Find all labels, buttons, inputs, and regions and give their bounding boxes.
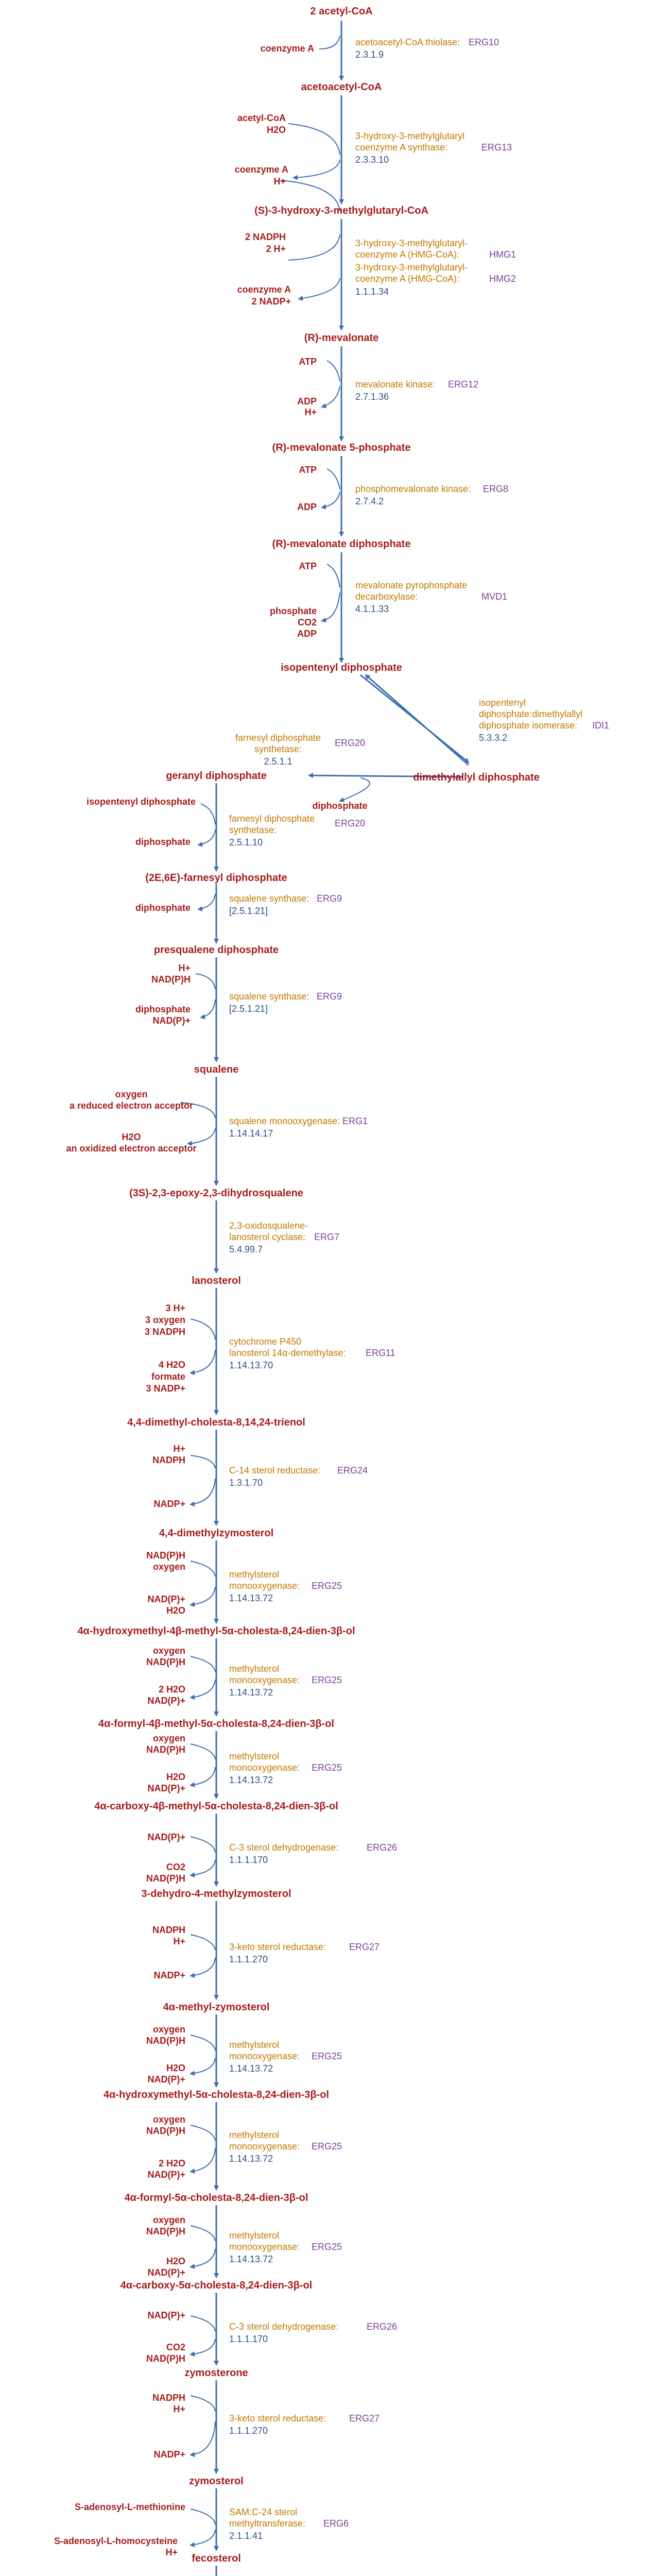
side-diphosphate: diphosphate	[312, 801, 368, 811]
side-nadph: NAD(P)H	[151, 974, 191, 985]
side-arrow	[191, 2058, 215, 2074]
side-nadp: NADP+	[153, 2449, 185, 2460]
gene-link[interactable]: ERG27	[349, 2413, 380, 2424]
enzyme-name: diphosphate isomerase:	[479, 720, 578, 731]
gene-link[interactable]: ERG25	[312, 2141, 342, 2151]
enzyme-name: monooxygenase:	[229, 2051, 300, 2061]
gene-link[interactable]: ERG25	[312, 1762, 342, 1773]
side-arrow	[191, 2249, 215, 2267]
gene-link[interactable]: ERG10	[469, 37, 500, 47]
enzyme-name: mevalonate pyrophosphate	[355, 580, 468, 590]
compound-mevalonate-5-phosphate: (R)-mevalonate 5-phosphate	[272, 442, 411, 453]
side-nadp: NAD(P)+	[147, 1594, 185, 1604]
side-oxygen: oxygen	[115, 1089, 148, 1099]
ec-number: 1.14.13.72	[229, 1593, 273, 1603]
enzyme-name: monooxygenase:	[229, 2242, 300, 2252]
side-oxygen: oxygen	[152, 1646, 185, 1656]
compound-geranyl-diphosphate: geranyl diphosphate	[166, 770, 267, 782]
side-proton: H+	[173, 1936, 185, 1946]
side-arrow	[191, 1319, 215, 1340]
ec-number: 1.14.13.72	[229, 2063, 273, 2074]
side-nadp: NADP+	[153, 1970, 185, 1980]
side-nadph: NADPH	[152, 1455, 185, 1465]
side-nadph: NAD(P)H	[146, 1550, 185, 1561]
ec-number: 2.5.1.10	[229, 837, 263, 848]
side-arrow	[198, 894, 215, 909]
enzyme-name: cytochrome P450	[229, 1336, 302, 1347]
side-arrow	[191, 2125, 215, 2141]
enzyme-name: farnesyl diphosphate	[229, 814, 315, 824]
ec-number: 5.3.3.2	[479, 733, 508, 743]
ec-number: 1.14.13.72	[229, 1687, 273, 1698]
gene-link[interactable]: ERG20	[335, 818, 366, 828]
side-arrow	[299, 278, 340, 299]
gene-link[interactable]: ERG13	[481, 142, 512, 152]
side-nadph: NADPH	[152, 2393, 185, 2403]
side-co2: CO2	[297, 617, 317, 628]
compound-fecosterol: fecosterol	[192, 2553, 241, 2564]
side-h2o: 2 H2O	[158, 1684, 185, 1694]
side-arrow	[327, 469, 340, 489]
enzyme-name: monooxygenase:	[229, 1762, 300, 1773]
side-proton: H+	[304, 407, 317, 417]
gene-link[interactable]: ERG24	[337, 1465, 368, 1476]
enzyme-name: synthetase:	[254, 744, 302, 754]
compound-dimethyl-cholesta-trienol: 4,4-dimethyl-cholesta-8,14,24-trienol	[127, 1417, 305, 1428]
gene-link[interactable]: ERG7	[314, 1232, 340, 1242]
side-arrow	[191, 1935, 215, 1950]
side-h2o: H2O	[122, 1132, 141, 1142]
side-diphosphate: diphosphate	[135, 903, 191, 913]
side-proton: H+	[173, 1444, 185, 1454]
gene-link[interactable]: IDI1	[592, 720, 610, 731]
side-acetyl-coa: acetyl-CoA	[237, 113, 286, 123]
ec-number: 2.1.1.41	[229, 2531, 263, 2541]
side-arrow	[288, 124, 340, 155]
side-sah: S-adenosyl-L-homocysteine	[54, 2536, 178, 2546]
enzyme-name: monooxygenase:	[229, 1675, 300, 1685]
compound-acetoacetyl-coa: acetoacetyl-CoA	[301, 81, 382, 93]
ec-number: 1.14.14.17	[229, 1128, 273, 1139]
side-nadp: 3 NADP+	[146, 1383, 185, 1394]
enzyme-name: methylsterol	[229, 1751, 280, 1761]
enzyme-name: 2,3-oxidosqualene-	[229, 1221, 308, 1231]
enzyme-name: C-3 sterol dehydrogenase:	[229, 1842, 339, 1853]
enzyme-name: monooxygenase:	[229, 2141, 300, 2151]
side-adp: ADP	[297, 502, 317, 512]
side-nadph: 2 NADPH	[245, 232, 286, 242]
compound-hmg-coa: (S)-3-hydroxy-3-methylglutaryl-CoA	[254, 205, 428, 216]
side-h2o: H2O	[166, 2063, 185, 2073]
enzyme-name: methylsterol	[229, 2230, 280, 2241]
gene-link[interactable]: ERG20	[335, 738, 366, 748]
side-nadp: NAD(P)+	[147, 2310, 185, 2320]
side-arrow	[196, 974, 215, 989]
side-coenzyme-a: coenzyme A	[260, 43, 314, 54]
side-arrow	[191, 2316, 215, 2331]
ec-number: 1.1.1.270	[229, 1954, 268, 1964]
side-arrow	[191, 1455, 215, 1468]
side-arrow	[327, 564, 340, 587]
enzyme-name: squalene synthase:	[229, 991, 309, 1002]
compound-dehydro-methylzymosterol: 3-dehydro-4-methylzymosterol	[141, 1888, 291, 1900]
side-proton: H+	[178, 963, 191, 973]
compound-hydroxymethyl: 4α-hydroxymethyl-5α-cholesta-8,24-dien-3β-ol	[103, 2089, 330, 2100]
side-arrow	[201, 804, 215, 824]
side-h2o: H2O	[266, 125, 286, 135]
enzyme-name: 3-hydroxy-3-methylglutaryl-	[355, 238, 468, 248]
side-nadp: NAD(P)+	[147, 2074, 185, 2084]
side-nadp: NAD(P)+	[147, 1832, 185, 1842]
ec-number: 1.14.13.70	[229, 1360, 273, 1370]
ec-number: 2.5.1.1	[264, 756, 292, 767]
compound-dimethylallyl-diphosphate: dimethylallyl diphosphate	[413, 772, 540, 783]
side-h2o: H2O	[166, 2256, 185, 2266]
enzyme-name: coenzyme A (HMG-CoA):	[355, 274, 460, 284]
compound-acetyl-coa: 2 acetyl-CoA	[310, 6, 373, 17]
ec-number: 1.14.13.72	[229, 2154, 273, 2164]
compound-epoxysqualene: (3S)-2,3-epoxy-2,3-dihydrosqualene	[129, 1188, 303, 1199]
compound-methyl-zymosterol: 4α-methyl-zymosterol	[163, 2002, 270, 2013]
side-phosphate: phosphate	[269, 606, 317, 616]
side-arrow	[288, 234, 340, 260]
side-nadph: NAD(P)H	[146, 1873, 185, 1884]
gene-link[interactable]: ERG9	[317, 893, 342, 904]
gene-link[interactable]: ERG25	[312, 1675, 342, 1685]
side-oxygen: 3 oxygen	[145, 1315, 185, 1325]
ec-number: [2.5.1.21]	[229, 1004, 268, 1014]
side-arrow	[191, 1744, 215, 1759]
enzyme-name: mevalonate kinase:	[355, 379, 436, 389]
side-arrow	[191, 1860, 215, 1875]
side-arrow	[191, 2339, 215, 2354]
side-coenzyme-a: coenzyme A	[234, 164, 288, 175]
side-nadph: 3 NADPH	[144, 1327, 185, 1337]
side-arrow	[191, 1656, 215, 1672]
enzyme-name: 3-hydroxy-3-methylglutaryl-	[355, 262, 468, 273]
side-sam: S-adenosyl-L-methionine	[74, 2502, 185, 2512]
compound-mevalonate: (R)-mevalonate	[304, 332, 379, 344]
side-oxygen: oxygen	[152, 2024, 185, 2035]
enzyme-name: methylsterol	[229, 2130, 280, 2140]
gene-link[interactable]: ERG8	[483, 484, 509, 494]
side-nadp: NAD(P)+	[147, 2267, 185, 2278]
side-oxygen: oxygen	[152, 2114, 185, 2125]
side-co2: CO2	[166, 1862, 185, 1872]
gene-link[interactable]: ERG27	[349, 1942, 380, 1952]
side-arrow	[319, 36, 340, 49]
enzyme-name: farnesyl diphosphate	[235, 733, 321, 743]
enzyme-name: acetoacetyl-CoA thiolase:	[355, 37, 460, 47]
side-arrow	[191, 1479, 215, 1504]
side-isopentenyl-diphosphate: isopentenyl diphosphate	[86, 796, 196, 807]
enzyme-name: isopentenyl	[479, 698, 526, 708]
side-nadph: NAD(P)H	[146, 2353, 185, 2364]
side-h2o: H2O	[166, 1772, 185, 1782]
side-arrow	[191, 1680, 215, 1698]
side-oxygen: oxygen	[152, 1562, 185, 1572]
side-nadp: NAD(P)+	[147, 1696, 185, 1706]
side-h2o: H2O	[166, 1605, 185, 1616]
compound-formyl: 4α-formyl-5α-cholesta-8,24-dien-3β-ol	[124, 2192, 308, 2204]
compound-presqualene-diphosphate: presqualene diphosphate	[153, 944, 279, 956]
gene-link[interactable]: MVD1	[481, 591, 508, 602]
ec-number: 1.1.1.170	[229, 1855, 268, 1865]
ec-number: 1.1.1.170	[229, 2334, 268, 2344]
side-oxidized-electron-acceptor: an oxidized electron acceptor	[66, 1143, 197, 1154]
enzyme-name: 3-keto sterol reductase:	[229, 1942, 326, 1952]
enzyme-name: monooxygenase:	[229, 1581, 300, 1591]
compound-carboxy: 4α-carboxy-5α-cholesta-8,24-dien-3β-ol	[120, 2280, 313, 2291]
compound-farnesyl-diphosphate: (2E,6E)-farnesyl diphosphate	[145, 872, 287, 884]
side-adp: ADP	[297, 396, 317, 406]
compound-carboxy-methyl: 4α-carboxy-4β-methyl-5α-cholesta-8,24-dien-3β-ol	[94, 1801, 338, 1812]
side-proton: H+	[173, 2404, 185, 2414]
ec-number: 1.3.1.70	[229, 1478, 263, 1488]
side-arrow	[191, 1561, 215, 1577]
side-diphosphate: diphosphate	[135, 837, 191, 847]
side-arrow	[322, 386, 340, 407]
side-arrow	[294, 160, 340, 178]
enzyme-name: phosphomevalonate kinase:	[355, 484, 471, 494]
enzyme-name: C-14 sterol reductase:	[229, 1465, 321, 1476]
side-nadph: NADPH	[152, 1925, 185, 1935]
compound-lanosterol: lanosterol	[192, 1275, 241, 1286]
side-proton: 2 H+	[266, 244, 286, 254]
side-arrow	[191, 2509, 215, 2524]
side-atp: ATP	[299, 357, 317, 367]
side-h2o: 2 H2O	[158, 2158, 185, 2168]
gene-link[interactable]: ERG25	[312, 2051, 342, 2061]
side-nadp: NAD(P)+	[152, 1015, 191, 1026]
side-arrow	[198, 829, 215, 845]
side-atp: ATP	[299, 465, 317, 475]
side-nadp: NAD(P)+	[147, 2170, 185, 2180]
enzyme-name: 3-keto sterol reductase:	[229, 2413, 326, 2424]
side-oxygen: oxygen	[152, 1733, 185, 1743]
side-nadp: 2 NADP+	[251, 296, 291, 307]
side-oxygen: oxygen	[152, 2215, 185, 2225]
ec-number: [2.5.1.21]	[229, 906, 268, 916]
enzyme-name: methylsterol	[229, 1569, 280, 1580]
side-arrow	[191, 2530, 215, 2545]
gene-link[interactable]: ERG25	[312, 2242, 342, 2252]
gene-link[interactable]: ERG6	[323, 2518, 349, 2529]
side-proton: H+	[165, 2547, 178, 2557]
side-proton: 3 H+	[165, 1303, 185, 1313]
side-arrow	[191, 1767, 215, 1785]
gene-link[interactable]: HMG1	[489, 249, 517, 260]
side-arrow	[191, 2421, 215, 2455]
compounds	[74, 6, 540, 2576]
side-co2: CO2	[166, 2342, 185, 2352]
ec-number: 1.14.13.72	[229, 2254, 273, 2264]
side-arrow	[201, 999, 215, 1018]
gene-link[interactable]: ERG1	[342, 1116, 368, 1126]
side-arrow	[191, 1587, 215, 1605]
side-h2o: 4 H2O	[158, 1360, 185, 1370]
ec-number: 4.1.1.33	[355, 604, 389, 614]
enzyme-name: coenzyme A (HMG-CoA):	[355, 249, 460, 260]
compound-zymosterone: zymosterone	[184, 2367, 248, 2379]
compound-zymosterol: zymosterol	[189, 2476, 244, 2487]
side-nadph: NAD(P)H	[146, 1744, 185, 1755]
side-arrow	[322, 592, 340, 621]
compound-hydroxymethyl-methyl: 4α-hydroxymethyl-4β-methyl-5α-cholesta-8,24-dien-3β-ol	[77, 1625, 355, 1637]
enzyme-name: C-3 sterol dehydrogenase:	[229, 2321, 339, 2332]
side-nadph: NAD(P)H	[146, 1657, 185, 1667]
gene-link[interactable]: ERG25	[312, 1581, 342, 1591]
gene-link[interactable]: HMG2	[489, 274, 517, 284]
side-nadph: NAD(P)H	[146, 2226, 185, 2236]
enzyme-name: decarboxylase:	[355, 591, 418, 602]
side-arrow	[191, 2226, 215, 2241]
side-atp: ATP	[299, 561, 317, 571]
ec-number: 5.4.99.7	[229, 1244, 263, 1255]
enzyme-name: synthetase:	[229, 825, 277, 835]
enzyme-name: lanosterol cyclase:	[229, 1232, 306, 1242]
gene-link[interactable]: ERG26	[367, 2321, 398, 2332]
side-arrow	[322, 492, 340, 507]
side-nadph: NAD(P)H	[146, 2126, 185, 2136]
ec-number: 1.1.1.270	[229, 2426, 268, 2436]
side-arrow	[188, 1128, 215, 1144]
enzyme-name: squalene synthase:	[229, 893, 309, 904]
enzyme-name: 3-hydroxy-3-methylglutaryl	[355, 131, 465, 141]
enzyme-name: SAM:C-24 sterol	[229, 2507, 298, 2517]
ec-number: 2.3.3.10	[355, 155, 389, 165]
gene-link[interactable]: ERG9	[317, 991, 342, 1002]
enzyme-name: methyltransferase:	[229, 2518, 306, 2529]
side-reduced-electron-acceptor: a reduced electron acceptor	[69, 1100, 194, 1111]
side-nadp: NADP+	[153, 1499, 185, 1509]
enzyme-name: diphosphate:dimethylallyl	[479, 709, 583, 719]
side-arrow	[340, 778, 370, 801]
side-proton: H+	[273, 176, 286, 187]
enzyme-name: lanosterol 14α-demethylase:	[229, 1348, 346, 1358]
side-nadp: NAD(P)+	[147, 1783, 185, 1793]
side-arrow	[191, 2148, 215, 2172]
side-arrow	[191, 2396, 215, 2411]
compound-squalene: squalene	[194, 1064, 239, 1075]
side-nadph: NAD(P)H	[146, 2036, 185, 2046]
side-diphosphate: diphosphate	[135, 1004, 191, 1014]
side-adp: ADP	[297, 629, 317, 639]
side-arrow	[191, 2035, 215, 2050]
side-arrow	[327, 361, 340, 381]
side-formate: formate	[151, 1371, 185, 1382]
side-arrow	[191, 1350, 215, 1373]
ec-number: 1.14.13.72	[229, 1775, 273, 1785]
side-coenzyme-a: coenzyme A	[237, 284, 291, 295]
compound-mevalonate-diphosphate: (R)-mevalonate diphosphate	[272, 538, 411, 550]
ec-number: 2.3.1.9	[355, 49, 384, 60]
enzyme-name: methylsterol	[229, 2040, 280, 2050]
ec-number: 2.7.1.36	[355, 392, 389, 402]
enzyme-name: methylsterol	[229, 1664, 280, 1674]
gene-link[interactable]: ERG12	[448, 379, 479, 389]
ec-number: 1.1.1.34	[355, 286, 389, 297]
compound-dimethylzymosterol: 4,4-dimethylzymosterol	[159, 1528, 274, 1539]
ec-number: 2.7.4.2	[355, 496, 384, 506]
main-arrow	[366, 675, 469, 765]
compound-isopentenyl-diphosphate: isopentenyl diphosphate	[281, 662, 402, 673]
side-arrow	[191, 1958, 215, 1976]
gene-link[interactable]: ERG11	[366, 1348, 395, 1358]
side-arrow	[191, 1837, 215, 1852]
enzyme-name: squalene monooxygenase:	[229, 1116, 340, 1126]
gene-link[interactable]: ERG26	[367, 1842, 398, 1853]
enzyme-name: coenzyme A synthase:	[355, 142, 448, 152]
compound-formyl-methyl: 4α-formyl-4β-methyl-5α-cholesta-8,24-dien-3β-ol	[98, 1718, 334, 1730]
